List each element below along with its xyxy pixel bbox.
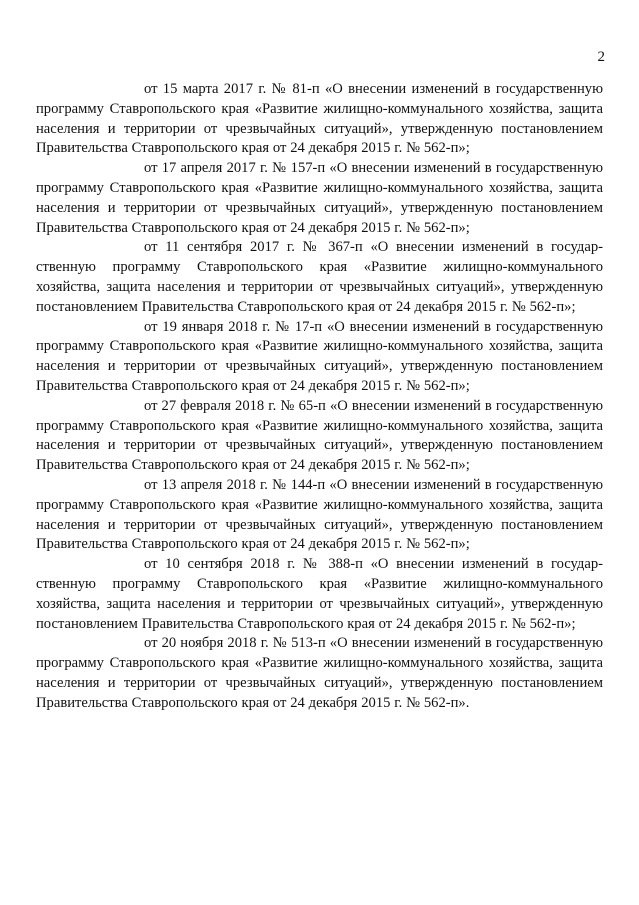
amendment-paragraph-5: от 27 февраля 2018 г. № 65-п «О внесении изменений в государственную программу Ставропольского края «Развитие жилищно-коммунального хозяйства, защита населения и территории от чрезвычайных ситуаций», утвержденную постановлением Правительства Ставропольского края от 24 декабря 2015 г. № 562-п»; [36,397,603,474]
amendment-paragraph-7: от 10 сентября 2018 г. № 388-п «О внесении изменений в государственную программу Ставропольского края «Развитие жилищно-коммунального хозяйства, защита населения и территории от чрезвычайных ситуаций», утвержденную постановлением Правительства Ставропольского края от 24 декабря 2015 г. № 562-п»; [36,556,603,632]
amendment-paragraph-8: от 20 ноября 2018 г. № 513-п «О внесении изменений в государственную программу Ставропольского края «Развитие жилищно-коммунального хозяйства, защита населения и территории от чрезвычайных ситуаций», утвержденную постановлением Правительства Ставропольского края от 24 декабря 2015 г. № 562-п». [36,635,603,711]
amendment-paragraph-4: от 19 января 2018 г. № 17-п «О внесении изменений в государственную программу Ставропольского края «Развитие жилищно-коммунального хозяйства, защита населения и территории от чрезвычайных ситуаций», утвержденную постановлением Правительства Ставропольского края от 24 декабря 2015 г. № 562-п»; [36,318,603,394]
amendment-paragraph-3: от 11 сентября 2017 г. № 367-п «О внесении изменений в государственную программу Ставропольского края «Развитие жилищно-коммунального хозяйства, защита населения и территории от чрезвычайных ситуаций», утвержденную постановлением Правительства Ставропольского края от 24 декабря 2015 г. № 562-п»; [36,239,603,315]
amendment-paragraph-6: от 13 апреля 2018 г. № 144-п «О внесении изменений в государственную программу Ставропольского края «Развитие жилищно-коммунального хозяйства, защита населения и территории от чрезвычайных ситуаций», утвержденную постановлением Правительства Ставропольского края от 24 декабря 2015 г. № 562-п»; [36,476,603,553]
amendment-paragraph-1: от 15 марта 2017 г. № 81-п «О внесении изменений в государственную программу Ставропольского края «Развитие жилищно-коммунального хозяйства, защита населения и территории от чрезвычайных ситуаций», утвержденную постановлением Правительства Ставропольского края от 24 декабря 2015 г. № 562-п»; [36,81,603,157]
amendment-paragraph-2: от 17 апреля 2017 г. № 157-п «О внесении изменений в государственную программу Ставропольского края «Развитие жилищно-коммунального хозяйства, защита населения и территории от чрезвычайных ситуаций», утвержденную постановлением Правительства Ставропольского края от 24 декабря 2015 г. № 562-п»; [36,160,603,236]
page-number: 2 [597,49,605,65]
document-body [36,80,603,714]
